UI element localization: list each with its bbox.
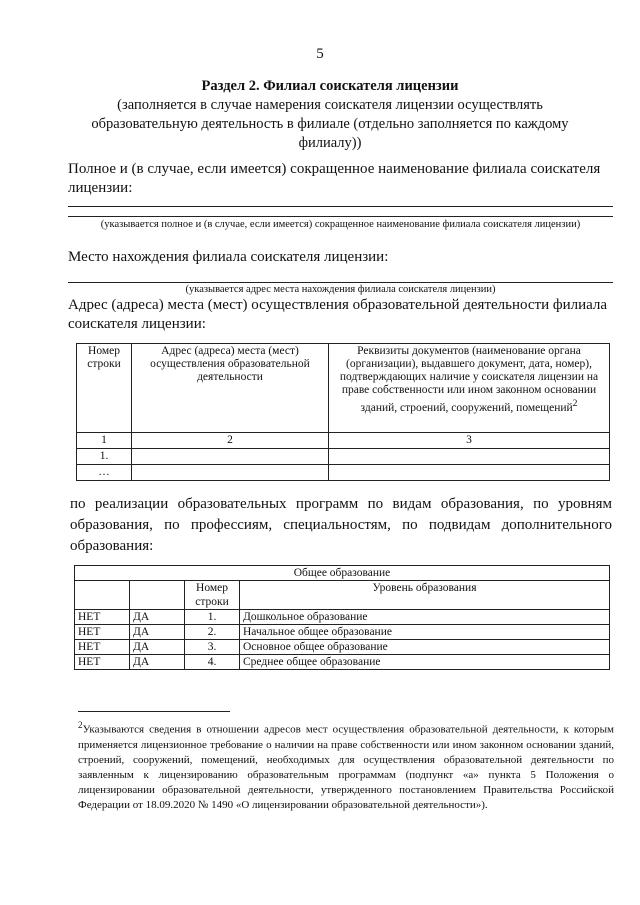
table-row [77, 433, 610, 449]
no-cell[interactable]: НЕТ [75, 640, 130, 655]
level-cell: Среднее общее образование [240, 655, 610, 670]
activity-address-table [76, 343, 610, 481]
footnote-separator [78, 711, 230, 712]
table-header-row [77, 344, 610, 433]
section-title: Раздел 2. Филиал соискателя лицензии [201, 78, 459, 94]
table-cell: 3 [329, 433, 610, 449]
no-cell[interactable]: НЕТ [75, 655, 130, 670]
no-cell[interactable]: НЕТ [75, 610, 130, 625]
page-number: 5 [316, 46, 324, 62]
level-cell: Дошкольное образование [240, 610, 610, 625]
level-cell: Основное общее образование [240, 640, 610, 655]
table-row [75, 640, 610, 655]
footnote [78, 718, 614, 813]
table-cell [329, 449, 610, 465]
footnote-ref: 2 [572, 398, 578, 409]
branch-name-line [68, 206, 613, 207]
yes-cell[interactable]: ДА [130, 625, 185, 640]
row-number: 4. [185, 655, 240, 670]
table-cell: 2 [132, 433, 329, 449]
branch-name-label: Полное и (в случае, если имеется) сокращенное наименование филиала соискателя лицензии: [68, 161, 601, 196]
footnote-text: Указываются сведения в отношении адресов мест осуществления образовательной деятельности, к которым применяется лицензионное требование о наличии на праве собственности или ином законном основании зданий, строений, сооружений, помещений, необходимых для осуществления образовательной деятельности по заявленным к лицензированию образовательным программам (подпункт «а» пункта 5 Положения о лицензировании образовательной деятельности, утвержденного постановлением Правительства Российской Федерации от 18.09.2020 № 1490 «О лицензировании образовательной деятельности»). [78, 723, 614, 811]
programs-text: по реализации образовательных программ по видам образования, по уровням образования, по профессиям, специальностям, по подвидам дополнительного образования: [70, 496, 612, 554]
branch-location-hint: (указывается адрес места нахождения филиала соискателя лицензии) [185, 284, 496, 295]
header-cell-text: Реквизиты документов (наименование органа (организации), выдавшего документ, дата, номер), подтверждающих наличие у соискателя лицензии на праве собственности или ином законном основании зданий, строений, сооружений, помещений [339, 345, 599, 414]
level-cell: Начальное общее образование [240, 625, 610, 640]
table-row [75, 625, 610, 640]
table-title-row [75, 566, 610, 581]
activity-address-label: Адрес (адреса) места (мест) осуществления образовательной деятельности филиала соискателя лицензии: [68, 297, 608, 332]
table-cell: 1. [77, 449, 132, 465]
row-number: 2. [185, 625, 240, 640]
table-cell [132, 465, 329, 481]
no-cell[interactable]: НЕТ [75, 625, 130, 640]
header-cell: Номер строки [77, 344, 132, 433]
table-row [77, 449, 610, 465]
branch-name-hint: (указывается полное и (в случае, если имеется) сокращенное наименование филиала соискателя лицензии) [100, 219, 581, 230]
branch-name-line-2 [68, 216, 613, 217]
yes-cell[interactable]: ДА [130, 610, 185, 625]
table-cell: … [77, 465, 132, 481]
row-number: 1. [185, 610, 240, 625]
row-number: 3. [185, 640, 240, 655]
table-title: Общее образование [75, 566, 610, 581]
table-cell [132, 449, 329, 465]
header-cell: Номер строки [185, 581, 240, 610]
section-subtitle: (заполняется в случае намерения соискателя лицензии осуществлять образовательную деятельность в филиале (отдельно заполняется по каждому филиалу)) [91, 97, 569, 151]
header-cell [75, 581, 130, 610]
table-row [75, 610, 610, 625]
table-row [77, 465, 610, 481]
header-cell: Адрес (адреса) места (мест) осуществления образовательной деятельности [132, 344, 329, 433]
header-cell [329, 344, 610, 433]
yes-cell[interactable]: ДА [130, 655, 185, 670]
footnote-mark: 2 [78, 720, 83, 730]
table-cell: 1 [77, 433, 132, 449]
table-row [75, 655, 610, 670]
table-header-row [75, 581, 610, 610]
table-cell [329, 465, 610, 481]
yes-cell[interactable]: ДА [130, 640, 185, 655]
branch-location-label: Место нахождения филиала соискателя лицензии: [68, 249, 389, 265]
header-cell: Уровень образования [240, 581, 610, 610]
general-education-table [74, 565, 610, 670]
header-cell [130, 581, 185, 610]
